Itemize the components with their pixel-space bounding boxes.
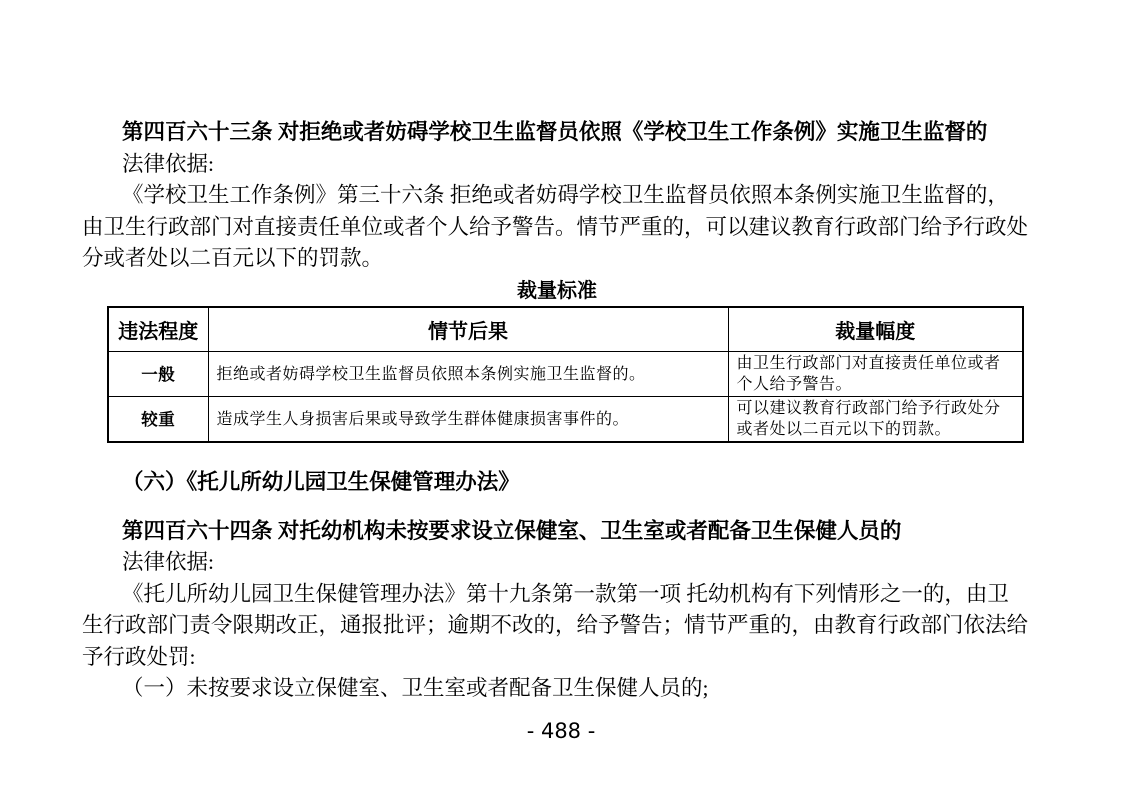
article-463-body-line: 由卫生行政部门对直接责任单位或者个人给予警告。情节严重的，可以建议教育行政部门给予行政处	[82, 214, 1029, 239]
article-463-heading: 第四百六十三条 对拒绝或者妨碍学校卫生监督员依照《学校卫生工作条例》实施卫生监督的	[122, 120, 988, 144]
cell-degree: 较重	[108, 397, 208, 443]
article-464-legal-basis-label: 法律依据:	[122, 550, 214, 574]
cell-circumstance: 造成学生人身损害后果或导致学生群体健康损害事件的。	[208, 397, 728, 443]
cell-degree: 一般	[108, 352, 208, 397]
page-content	[82, 117, 1032, 705]
table-caption: 裁量标准	[517, 277, 597, 302]
article-464-heading: 第四百六十四条 对托幼机构未按要求设立保健室、卫生室或者配备卫生保健人员的	[122, 518, 902, 543]
cell-circumstance: 拒绝或者妨碍学校卫生监督员依照本条例实施卫生监督的。	[208, 352, 728, 397]
table-row	[108, 397, 1023, 443]
article-464-body-line: 生行政部门责令限期改正，通报批评；逾期不改的，给予警告；情节严重的，由教育行政部门依法给	[82, 613, 1029, 637]
table-header-row	[108, 307, 1023, 352]
cell-range: 可以建议教育行政部门给予行政处分或者处以二百元以下的罚款。	[728, 397, 1023, 443]
article-463-body-line: 《学校卫生工作条例》第三十六条 拒绝或者妨碍学校卫生监督员依照本条例实施卫生监督的，	[122, 183, 1009, 207]
column-header-circumstance: 情节后果	[208, 307, 728, 352]
article-463-body-line: 分或者处以二百元以下的罚款。	[82, 246, 384, 270]
column-header-discretion-range: 裁量幅度	[728, 307, 1023, 352]
article-464-body-line: 予行政处罚:	[82, 644, 196, 669]
cell-range: 由卫生行政部门对直接责任单位或者个人给予警告。	[728, 352, 1023, 397]
column-header-violation-degree: 违法程度	[108, 307, 208, 352]
table-row	[108, 352, 1023, 397]
section-6-heading: （六）《托儿所幼儿园卫生保健管理办法》	[122, 470, 520, 494]
article-464-body-line: 《托儿所幼儿园卫生保健管理办法》第十九条第一款第一项 托幼机构有下列情形之一的，由卫	[122, 581, 1009, 606]
article-464-item-line: （一）未按要求设立保健室、卫生室或者配备卫生保健人员的;	[122, 676, 709, 700]
article-463-legal-basis-label: 法律依据:	[122, 151, 214, 176]
discretion-standard-table	[107, 306, 1024, 444]
page-number: - 488 -	[526, 719, 596, 743]
